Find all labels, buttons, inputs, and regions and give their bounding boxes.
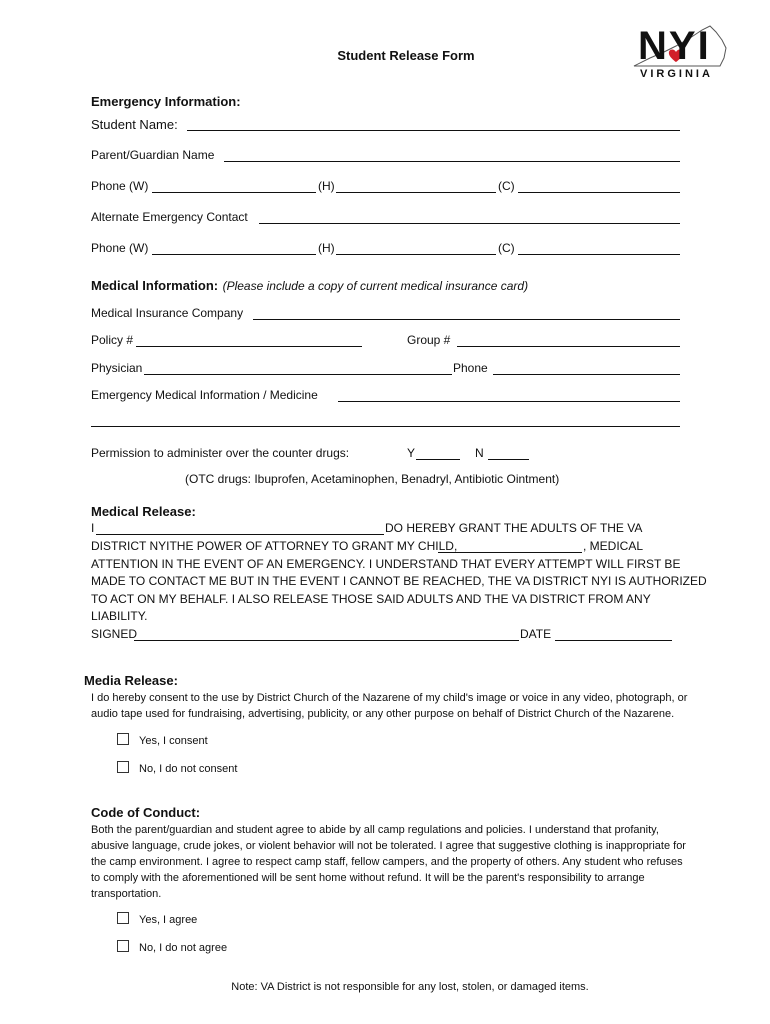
page-title: Student Release Form bbox=[337, 48, 475, 63]
signature-field[interactable] bbox=[134, 640, 519, 641]
physician-phone-field[interactable] bbox=[493, 374, 680, 375]
policy-label: Policy # bbox=[91, 333, 134, 347]
phone2-w-label: Phone (W) bbox=[91, 241, 149, 255]
insurance-field[interactable] bbox=[253, 319, 680, 320]
release-line2-tail: , MEDICAL bbox=[583, 539, 644, 553]
conduct-line5: transportation. bbox=[91, 888, 162, 900]
conduct-line4: to comply with the aforementioned will be sent home without refund. It will be the parent's responsibility to arrange bbox=[91, 872, 645, 884]
medical-heading-row bbox=[91, 277, 528, 295]
parent-guardian-label: Parent/Guardian Name bbox=[91, 148, 215, 162]
media-line1: I do hereby consent to the use by District Church of the Nazarene of my child's image or voice in any video, photograph, or bbox=[91, 692, 688, 704]
release-line2-head: DISTRICT NYITHE POWER OF ATTORNEY TO GRANT MY CHILD, bbox=[91, 539, 458, 553]
insurance-label: Medical Insurance Company bbox=[91, 306, 244, 320]
phone2-h-field[interactable] bbox=[336, 254, 496, 255]
phone2-c-label: (C) bbox=[498, 241, 515, 255]
otc-no-field[interactable] bbox=[488, 459, 529, 460]
parent-guardian-field[interactable] bbox=[224, 161, 680, 162]
release-line3: ATTENTION IN THE EVENT OF AN EMERGENCY. I UNDERSTAND THAT EVERY ATTEMPT WILL FIRST BE bbox=[91, 557, 681, 571]
otc-yes-field[interactable] bbox=[416, 459, 460, 460]
otc-yes-label: Y bbox=[407, 446, 416, 460]
conduct-disagree-label: No, I do not agree bbox=[139, 942, 228, 954]
phone-c-field[interactable] bbox=[518, 192, 680, 193]
media-consent-label: Yes, I consent bbox=[139, 735, 208, 747]
phone2-c-field[interactable] bbox=[518, 254, 680, 255]
phone-w-label: Phone (W) bbox=[91, 179, 149, 193]
media-no-consent-checkbox[interactable] bbox=[117, 761, 129, 773]
release-child-name-field[interactable] bbox=[438, 552, 582, 553]
medical-heading: Medical Information: bbox=[91, 278, 219, 293]
conduct-line3: the camp environment. I agree to respect camp staff, fellow campers, and the property of others. Any student who refuses bbox=[91, 856, 683, 868]
emergency-medicine-label: Emergency Medical Information / Medicine bbox=[91, 388, 318, 402]
phone2-h-label: (H) bbox=[318, 241, 335, 255]
otc-permission-label: Permission to administer over the counter drugs: bbox=[91, 446, 350, 460]
conduct-line1: Both the parent/guardian and student agree to abide by all camp regulations and policies. I understand that profanity, bbox=[91, 824, 659, 836]
otc-no-label: N bbox=[475, 446, 484, 460]
student-name-field[interactable] bbox=[187, 130, 680, 131]
conduct-line2: abusive language, crude jokes, or violent behavior will not be tolerated. I agree that suggestive clothing is inappropriate for bbox=[91, 840, 686, 852]
media-consent-checkbox[interactable] bbox=[117, 733, 129, 745]
alternate-contact-field[interactable] bbox=[259, 223, 680, 224]
conduct-disagree-checkbox[interactable] bbox=[117, 940, 129, 952]
conduct-heading: Code of Conduct: bbox=[91, 805, 201, 820]
phone-c-label: (C) bbox=[498, 179, 515, 193]
policy-field[interactable] bbox=[136, 346, 362, 347]
logo-subtext: VIRGINIA bbox=[640, 68, 713, 80]
media-line2: audio tape used for fundraising, advertising, publicity, or any other purpose on behalf of District Church of the Nazarene. bbox=[91, 708, 675, 720]
release-parent-name-field[interactable] bbox=[96, 534, 384, 535]
conduct-agree-checkbox[interactable] bbox=[117, 912, 129, 924]
physician-field[interactable] bbox=[144, 374, 452, 375]
student-name-label: Student Name: bbox=[91, 117, 178, 132]
conduct-agree-label: Yes, I agree bbox=[139, 914, 198, 926]
emergency-medicine-field[interactable] bbox=[338, 401, 680, 402]
release-i-label: I bbox=[91, 521, 95, 535]
alternate-contact-label: Alternate Emergency Contact bbox=[91, 210, 248, 224]
release-line1-tail: DO HEREBY GRANT THE ADULTS OF THE VA bbox=[385, 521, 643, 535]
footer-note: Note: VA District is not responsible for any lost, stolen, or damaged items. bbox=[231, 981, 589, 993]
signed-label: SIGNED bbox=[91, 627, 138, 641]
release-line5: TO ACT ON MY BEHALF. I ALSO RELEASE THOSE SAID ADULTS AND THE VA DISTRICT FROM ANY bbox=[91, 592, 651, 606]
emergency-medicine-field-2[interactable] bbox=[91, 426, 680, 427]
logo-text: NYI bbox=[638, 24, 711, 68]
medical-note: (Please include a copy of current medical insurance card) bbox=[222, 279, 529, 293]
physician-label: Physician bbox=[91, 361, 143, 375]
release-line6: LIABILITY. bbox=[91, 609, 148, 623]
physician-phone-label: Phone bbox=[453, 361, 488, 375]
nyi-virginia-logo bbox=[630, 22, 730, 84]
release-line4: MADE TO CONTACT ME BUT IN THE EVENT I CANNOT BE REACHED, THE VA DISTRICT NYI IS AUTHORIZED bbox=[91, 574, 707, 588]
group-field[interactable] bbox=[457, 346, 680, 347]
otc-drugs-note: (OTC drugs: Ibuprofen, Acetaminophen, Benadryl, Antibiotic Ointment) bbox=[185, 472, 560, 486]
media-heading: Media Release: bbox=[84, 673, 178, 688]
phone-h-field[interactable] bbox=[336, 192, 496, 193]
media-no-consent-label: No, I do not consent bbox=[139, 763, 238, 775]
date-field[interactable] bbox=[555, 640, 672, 641]
group-label: Group # bbox=[407, 333, 451, 347]
release-heading: Medical Release: bbox=[91, 504, 196, 519]
phone-h-label: (H) bbox=[318, 179, 335, 193]
phone-w-field[interactable] bbox=[152, 192, 316, 193]
date-label: DATE bbox=[520, 627, 552, 641]
emergency-heading: Emergency Information: bbox=[91, 94, 241, 109]
phone2-w-field[interactable] bbox=[152, 254, 316, 255]
